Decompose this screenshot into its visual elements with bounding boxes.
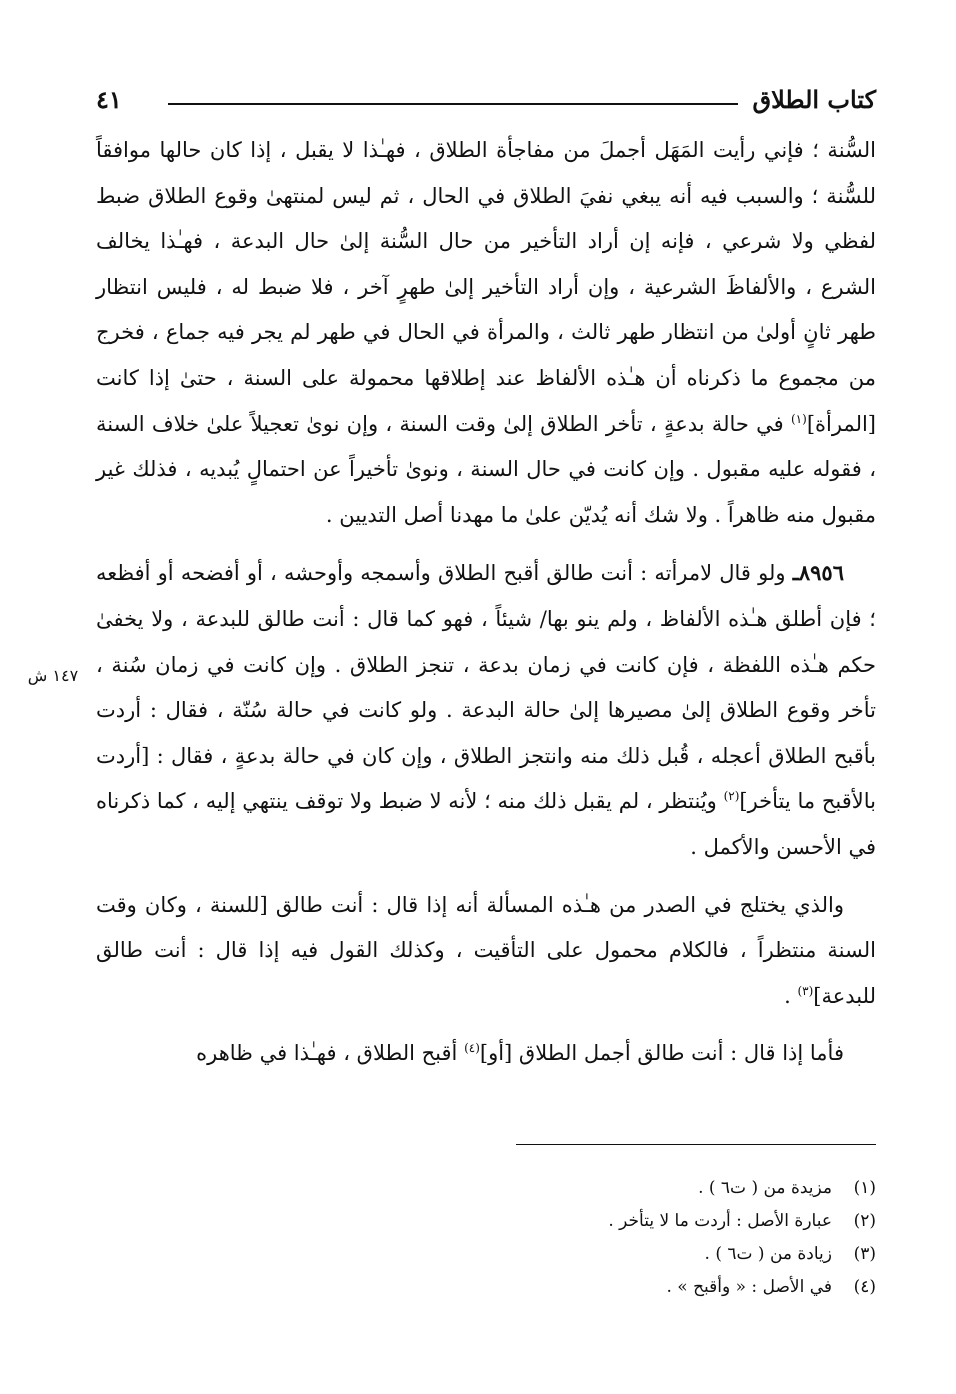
footnote-number: (٣) bbox=[853, 1244, 876, 1264]
footnote-text: مزيدة من ( ت٦ ) . bbox=[698, 1178, 832, 1198]
footnote bbox=[96, 1205, 876, 1238]
footnote bbox=[96, 1172, 876, 1205]
footnote-separator bbox=[516, 1144, 876, 1145]
footnote-reference: (٢) bbox=[723, 789, 740, 804]
text-segment: والذي يختلج في الصدر من هـٰذه المسألة أنه إذا قال : أنت طالق [للسنة ، وكان وقت السنة منتظراً ، فالكلام محمول على التأقيت ، وكذلك القول فيه إذا قال : أنت طالق للبدعة] bbox=[96, 892, 876, 1008]
paragraph bbox=[96, 128, 876, 538]
footnote-reference: (٤) bbox=[464, 1041, 480, 1056]
paragraph bbox=[96, 1031, 876, 1077]
text-segment: . bbox=[784, 983, 798, 1008]
footnote-reference: (٣) bbox=[797, 983, 814, 998]
running-head bbox=[96, 80, 876, 120]
text-segment: أقبح الطلاق ، فهـٰذا في ظاهره bbox=[196, 1041, 465, 1066]
text-segment: السُّنة ؛ فإني رأيت المَهَل أجملَ من مفاجأة الطلاق ، فهـٰذا لا يقبل ، إذا كان حالها موافقاً للسُّنة ؛ والسبب فيه أنه يبغي نفيَ الطلاق في الحال ، ثم ليس لمنتهىٰ وقوع الطلاق ضبط لفظي ولا شرعي ، فإنه إن أراد التأخير من حال السُّنة إلىٰ حال البدعة ، فهـٰذا يخالف الشرع ، والألفاظَ الشرعية ، وإن أراد التأخير إلىٰ طهرٍ آخر ، فلا ضبط له ، فليس انتظار طهر ثانٍ أولىٰ من انتظار طهر ثالث ، والمرأة في الحال في طهر لم يجر فيه جماع ، فخرج من مجموع ما ذكرناه أن هـٰذه الألفاظ عند إطلاقها محمولة على السنة ، حتىٰ إذا كانت [المرأة] bbox=[96, 138, 876, 436]
text-segment: فأما إذا قال : أنت طالق أجمل الطلاق [أو] bbox=[479, 1041, 844, 1066]
text-segment: في حالة بدعةٍ ، تأخر الطلاق إلىٰ وقت السنة ، وإن نوىٰ تعجيلاً علىٰ خلاف السنة ، فقوله عليه مقبول . وإن كانت في حال السنة ، ونوىٰ تأخيراً عن احتمالٍ يُبديه ، فذلك غير مقبول منه ظاهراً . ولا شك أنه يُديّن علىٰ ما مهدنا أصل التديين . bbox=[96, 411, 876, 527]
margin-folio-note: ١٤٧ ش bbox=[27, 666, 79, 685]
text-segment: ويُنتظر ، لم يقبل ذلك منه ؛ لأنه لا ضبط ولا توقف ينتهي إليه ، كما ذكرناه في الأحسن والأكمل . bbox=[96, 789, 876, 859]
issue-number: ٨٩٥٦ـ bbox=[792, 560, 844, 586]
book-title: كتاب الطلاق bbox=[752, 85, 876, 114]
footnote-number: (١) bbox=[853, 1178, 876, 1198]
footnote-text: عبارة الأصل : أردت ما لا يتأخر . bbox=[608, 1211, 832, 1231]
footnote bbox=[96, 1238, 876, 1271]
page-number: ٤١ bbox=[96, 85, 122, 114]
footnote-number: (٤) bbox=[853, 1277, 876, 1297]
paragraph bbox=[96, 550, 876, 870]
footnote-text: زيادة من ( ت٦ ) . bbox=[704, 1244, 832, 1264]
header-rule bbox=[168, 103, 738, 105]
paragraph bbox=[96, 883, 876, 1020]
footnote-reference: (١) bbox=[790, 411, 807, 426]
text-segment: ولو قال لامرأته : أنت طالق أقبح الطلاق وأسمجه وأوحشه ، أو أفضحه أو أفظعه ؛ فإن أطلق هـٰذه الألفاظ ، ولم ينو بها/ شيئاً ، فهو كما قال : أنت طالق للبدعة ، ولا يخفىٰ حكم هـٰذه اللفظة ، فإن كانت في زمان بدعة ، تنجز الطلاق . وإن كانت في زمان سُنة ، تأخر وقوع الطلاق إلىٰ مصيرها إلىٰ حالة البدعة . ولو كانت في حالة سُنّة ، فقال : أردت بأقبح الطلاق أعجله ، قُبل ذلك منه وانتجز الطلاق ، وإن كان في حالة بدعةٍ ، فقال : [أردت بالأقبح ما يتأخر] bbox=[96, 561, 876, 814]
footnote bbox=[96, 1271, 876, 1304]
footnote-text: في الأصل : « وأقبح » . bbox=[666, 1277, 832, 1297]
footnote-number: (٢) bbox=[853, 1211, 876, 1231]
main-text bbox=[96, 128, 876, 1077]
footnotes bbox=[96, 1172, 876, 1304]
